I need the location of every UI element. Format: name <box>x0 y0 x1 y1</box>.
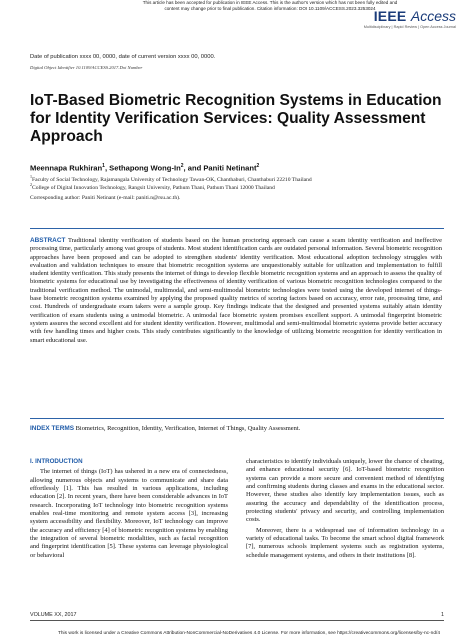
publication-dates: Date of publication xxxx 00, 0000, date of current version xxxx 00, 0000. <box>30 54 216 60</box>
page-number: 1 <box>441 612 444 618</box>
doi-line: Digital Object Identifier 10.1109/ACCESS.2017.Doi Number <box>30 65 143 70</box>
logo-tagline: Multidisciplinary | Rapid Review | Open Access Journal <box>363 25 456 29</box>
intro-paragraph-1-continued: characteristics to identify individuals uniquely, lower the chance of cheating, and enhance educational security [6]. IoT-based biometric recognition systems can provide a more secure and convenient method of identifying and confirming students during classes and exams in the educational sector. However, these studies also identify key implementation issues, such as assuring the accuracy and dependability of the identification process, protecting students' privacy and security, and controlling implementation costs. <box>246 458 444 524</box>
author-2: , Sethapong Wong-In <box>104 163 181 173</box>
index-terms-rule <box>30 418 444 419</box>
abstract-text: Traditional identity verification of students based on the human proctoring approach can cause a scam identity verification and ineffective processing time, particularly among vast groups of students. Most student identification cards are outdated personal information. Several biometric recognition approaches have been proposed and can be adopted to strengthen students' identity verification. Most educational adoption technology struggles with evaluation and validation techniques to ensure that biometric recognition systems are unquestionably suitable for utilization and implementation to fulfill student identity verification. This study presents the internet of things to develop flexible biometric recognition systems and an approach to assess the quality of biometric systems for educational use by investigating the effectiveness of identity verification of various biometric recognition technologies compared to the traditional verification method. The unimodal, multimodal, and semi-multimodal biometric technologies were tested using the developed internet of things-base biometric recognition systems examined by applying the proposed quality metrics of scoring factors based on accuracy, error rate, processing time, and cost. Hundreds of undergraduate exam takers were a sample group. Key findings indicate that the designed and presented systems suitably attain identity verification of exam students using a unimodal biometric. A unimodal face biometric system promises excellent support. A unimodal fingerprint biometric system assures the second excellent aid for student identity verification. However, multimodal and semi-multimodal biometric systems provide better accuracy with few handling times and higher costs. This study contributes significantly to the knowledge of utilizing biometric recognition for identity verification in smart educational use. <box>30 237 442 344</box>
logo-access: Access <box>410 8 456 24</box>
ieee-access-logo <box>364 8 456 29</box>
index-terms-block <box>30 425 442 433</box>
abstract-block <box>30 237 442 345</box>
notice-line-1: This article has been accepted for publication in IEEE Access. This is the author's version which has not been fully edited and <box>142 0 398 5</box>
index-terms-label: INDEX TERMS <box>30 425 74 432</box>
right-column <box>246 458 444 560</box>
corresponding-author: Corresponding author: Paniti Netinant (e-mail: paniti.n@rsu.ac.th). <box>30 195 181 201</box>
volume-label: VOLUME XX, 2017 <box>30 612 77 618</box>
footer-rule <box>30 620 444 621</box>
affiliation-2-sup: 2 <box>30 182 32 187</box>
logo-ieee: IEEE <box>373 8 407 24</box>
author-3-sup: 2 <box>256 163 260 169</box>
intro-paragraph-1: The internet of things (IoT) has ushered in a new era of connectedness, allowing numerous objects and systems to communicate and share data effortlessly [1]. This has resulted in various applications, including education [2]. In recent years, there have been considerable advances in IoT research. Incorporating IoT technology into biometric recognition systems enables real-time monitoring and remote system access [3], increasing system accessibility and flexibility. Moreover, IoT technology can improve the accuracy and efficiency [4] of biometric recognition systems by enabling the integration of several biometric modalities, such as facial recognition and fingerprint identification [5]. These systems can leverage physiological or behavioral <box>30 468 228 559</box>
author-1-sup: 1 <box>102 163 105 169</box>
intro-paragraph-2: Moreover, there is a widespread use of information technology in a variety of educational tasks. To become the smart school digital framework [7], numerous schools implement systems such as registration systems, schedule management systems, and others in their institutions [8]. <box>246 526 444 559</box>
affiliation-1-text: Faculty of Social Technology, Rajamangala University of Technology Tawan-OK, Chanthaburi, Chanthaburi 22210 Thailand <box>32 176 312 183</box>
license-notice: This work is licensed under a Creative Commons Attribution-NonCommercial-NoDerivatives 4.0 License. For more information, see https://creativecommons.org/licenses/by-nc-nd/4 <box>57 631 440 636</box>
affiliation-1-sup: 1 <box>30 174 32 179</box>
notice-line-2: content may change prior to final publication. Citation information: DOI 10.1109/ACCESS.2023.3253024 <box>164 6 376 11</box>
section-heading-introduction: I. INTRODUCTION <box>30 458 83 465</box>
abstract-top-rule <box>30 228 444 229</box>
author-2-sup: 2 <box>180 163 184 169</box>
abstract-label: ABSTRACT <box>30 237 66 244</box>
left-column <box>30 458 228 560</box>
affiliation-2 <box>30 182 450 191</box>
author-1: Meennapa Rukhiran <box>30 163 103 173</box>
index-terms-text: Biometrics, Recognition, Identity, Verification, Internet of Things, Quality Assessment. <box>75 425 301 432</box>
author-list <box>30 163 259 173</box>
affiliation-2-text: College of Digital Innovation Technology, Rangsit University, Pathum Thani, Pathum Thani 12000 Thailand <box>32 184 275 191</box>
author-3: , and Paniti Netinant <box>183 163 257 173</box>
paper-title: IoT-Based Biometric Recognition Systems in Education for Identity Verification Services: Quality Assessment Approach <box>30 92 442 145</box>
